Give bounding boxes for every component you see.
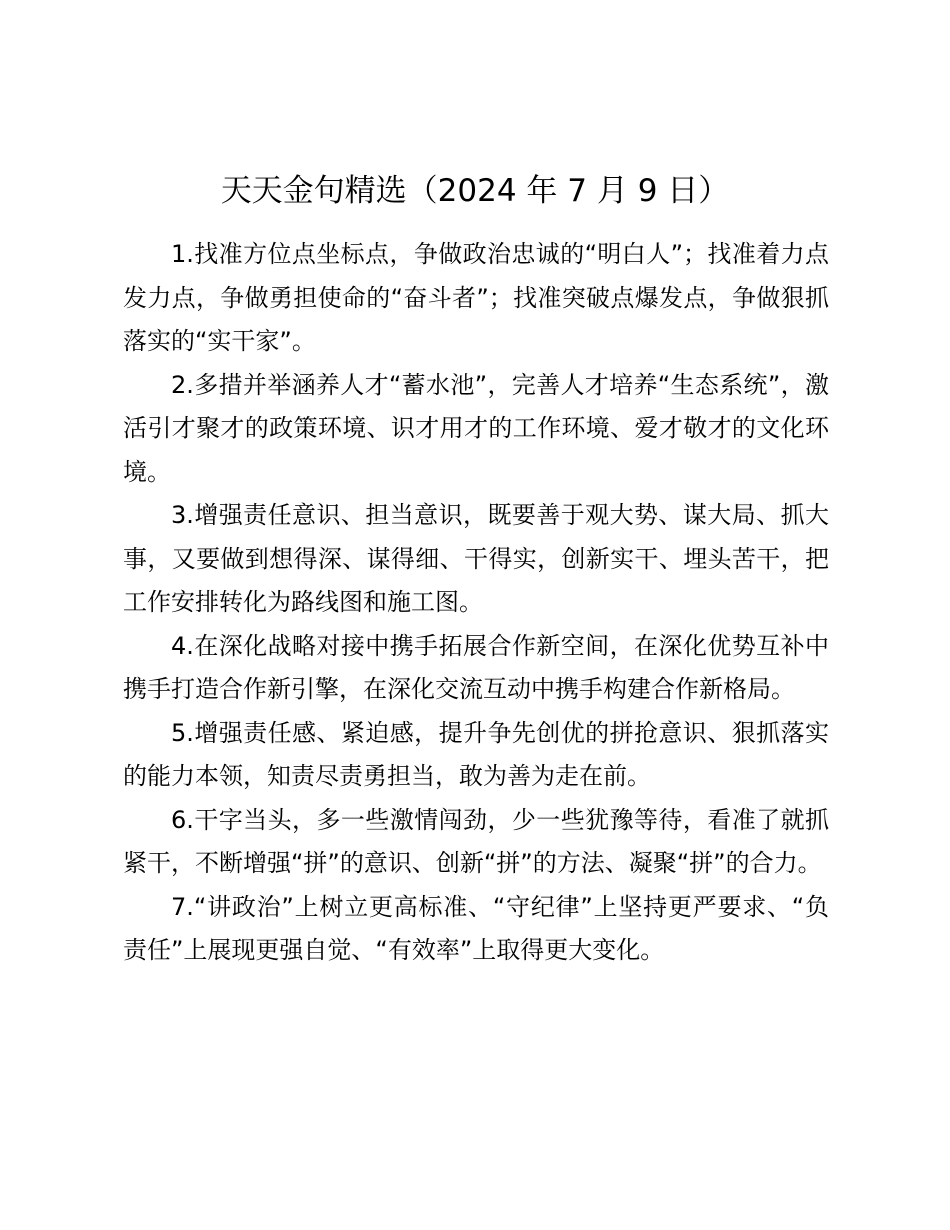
paragraph-7: 7.“讲政治”上树立更高标准、“守纪律”上坚持更严要求、“负责任”上展现更强自觉、“有效率”上取得更大变化。 (123, 892, 829, 964)
paragraph-5: 5.增强责任感、紧迫感，提升争先创优的拼抢意识、狠抓落实的能力本领，知责尽责勇担当，敢为善为走在前。 (123, 718, 829, 790)
paragraph-1: 1.找准方位点坐标点，争做政治忠诚的“明白人”；找准着力点发力点，争做勇担使命的“奋斗者”；找准突破点爆发点，争做狠抓落实的“实干家”。 (123, 240, 829, 355)
document-body (123, 233, 829, 973)
paragraph-6: 6.干字当头，多一些激情闯劲，少一些犹豫等待，看准了就抓紧干，不断增强“拼”的意识、创新“拼”的方法、凝聚“拼”的合力。 (123, 805, 829, 877)
paragraph-4: 4.在深化战略对接中携手拓展合作新空间，在深化优势互补中携手打造合作新引擎，在深化交流互动中携手构建合作新格局。 (123, 631, 829, 703)
paragraph-2: 2.多措并举涵养人才“蓄水池”，完善人才培养“生态系统”，激活引才聚才的政策环境、识才用才的工作环境、爱才敬才的文化环境。 (123, 370, 829, 486)
document-title: 天天金句精选（2024 年 7 月 9 日） (220, 173, 730, 209)
paragraph-3: 3.增强责任意识、担当意识，既要善于观大势、谋大局、抓大事，又要做到想得深、谋得细、干得实，创新实干、埋头苦干，把工作安排转化为路线图和施工图。 (123, 501, 829, 616)
